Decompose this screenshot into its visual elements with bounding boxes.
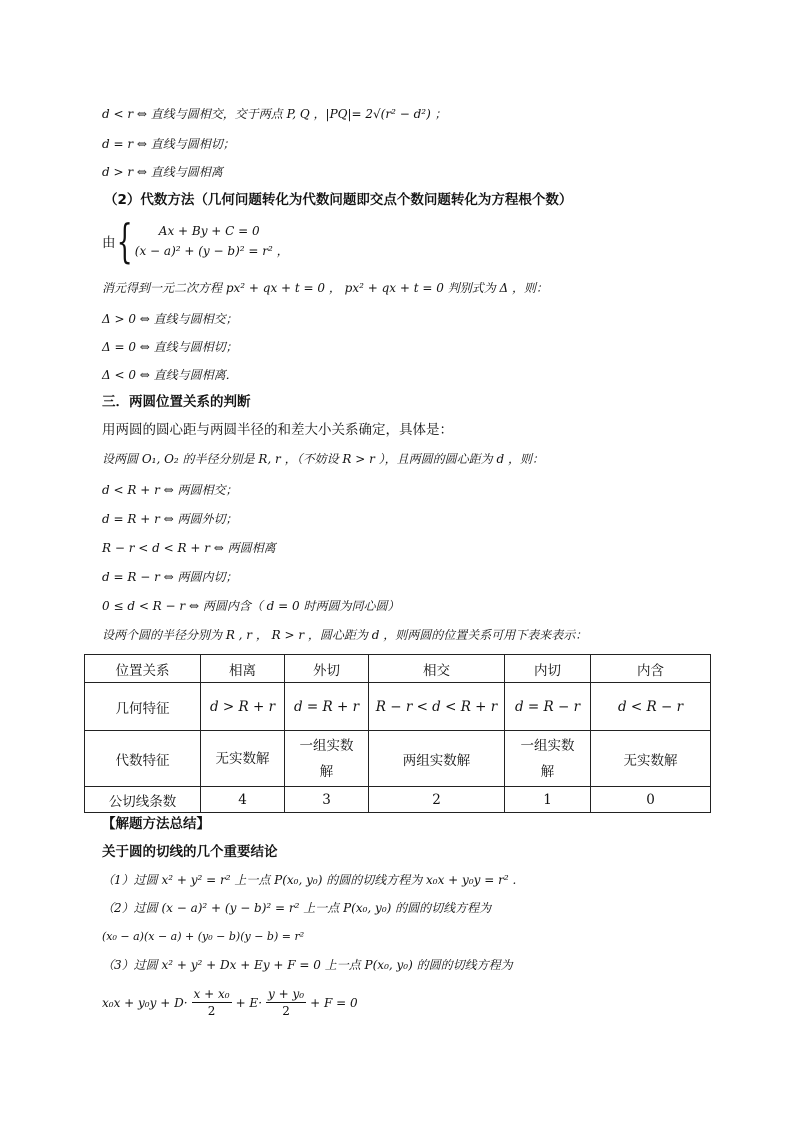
row-label: 公切线条数 <box>85 787 201 813</box>
delta-negative: Δ < 0 ⇔ 直线与圆相离． <box>102 368 238 382</box>
conclusion-1: （1）过圆 x² + y² = r² 上一点 P(x₀, y₀) 的圆的切线方程为 x₀x + y₀y = r² . <box>102 873 517 887</box>
setup-line: 设两圆 O₁, O₂ 的半径分别是 R, r ，（不妨设 R > r ），且两圆的圆心距为 d ，则： <box>102 452 544 466</box>
circles-separate: R − r < d < R + r ⇔ 两圆相离 <box>102 541 276 555</box>
table-cell: 无实数解 <box>201 731 285 787</box>
table-cell: 无实数解 <box>591 731 711 787</box>
equation-system <box>102 216 289 266</box>
system-eq-1: Ax + By + C = 0 <box>158 223 260 238</box>
table-cell: 一组实数解 <box>285 731 369 787</box>
delta-positive: Δ > 0 ⇔ 直线与圆相交； <box>102 312 238 326</box>
header-cell: 位置关系 <box>85 655 201 683</box>
table-cell: d < R − r <box>591 683 711 731</box>
brace-glyph: { <box>116 214 133 268</box>
table-cell: 两组实数解 <box>369 731 505 787</box>
header-cell: 相交 <box>369 655 505 683</box>
circles-contained: 0 ≤ d < R − r ⇔ 两圆内含（ d = 0 时两圆为同心圆） <box>102 599 400 613</box>
circles-intersect: d < R + r ⇔ 两圆相交； <box>102 483 238 497</box>
delta-zero: Δ = 0 ⇔ 直线与圆相切； <box>102 340 238 354</box>
separate-condition: d > r ⇔ 直线与圆相离 <box>102 165 223 179</box>
circles-internal-tangent: d = R − r ⇔ 两圆内切； <box>102 570 238 584</box>
table-cell: d = R − r <box>505 683 591 731</box>
table-cell: 1 <box>505 787 591 813</box>
table-cell: 一组实数解 <box>505 731 591 787</box>
tangent-conclusions-heading: 关于圆的切线的几个重要结论 <box>102 844 278 860</box>
header-cell: 相离 <box>201 655 285 683</box>
row-label: 几何特征 <box>85 683 201 731</box>
conclusion-2: （2）过圆 (x − a)² + (y − b)² = r² 上一点 P(x₀, y₀) 的圆的切线方程为 <box>102 901 492 915</box>
fraction-y: y + y₀ 2 <box>268 987 305 1018</box>
common-tangent-row <box>85 787 711 813</box>
system-prefix: 由 <box>102 235 116 251</box>
elimination-line: 消元得到一元二次方程 px² + qx + t = 0 ， px² + qx + t = 0 判别式为 Δ ，则： <box>102 281 548 295</box>
table-header-row <box>85 655 711 683</box>
table-cell: d > R + r <box>201 683 285 731</box>
conclusion-3: （3）过圆 x² + y² + Dx + Ey + F = 0 上一点 P(x₀, y₀) 的圆的切线方程为 <box>102 958 513 972</box>
table-intro: 设两个圆的半径分别为 R , r ， R > r ，圆心距为 d ，则两圆的位置关系可用下表来表示： <box>102 628 588 642</box>
position-relation-table <box>84 654 711 813</box>
intersect-condition: d < r ⇔ 直线与圆相交，交于两点 P, Q ，|PQ|= 2√(r² − d²) ； <box>102 107 447 121</box>
system-eq-2: (x − a)² + (y − b)² = r² ， <box>134 243 289 258</box>
algebraic-method-heading: （2）代数方法（几何问题转化为代数问题即交点个数问题转化为方程根个数） <box>104 192 573 208</box>
tangent-condition: d = r ⇔ 直线与圆相切； <box>102 137 235 151</box>
conclusion-2-formula: (x₀ − a)(x − a) + (y₀ − b)(y − b) = r² <box>102 930 305 943</box>
fraction-x: x + x₀ 2 <box>193 987 230 1018</box>
table-cell: 3 <box>285 787 369 813</box>
conclusion-3-formula: x₀x + y₀y + D· x + x₀ 2 + E· y + y₀ 2 + F = 0 <box>102 987 358 1018</box>
method-description: 用两圆的圆心距与两圆半径的和差大小关系确定，具体是： <box>102 422 453 438</box>
geometric-feature-row <box>85 683 711 731</box>
table-cell: d = R + r <box>285 683 369 731</box>
algebraic-feature-row <box>85 731 711 787</box>
header-cell: 内切 <box>505 655 591 683</box>
header-cell: 内含 <box>591 655 711 683</box>
table-cell: R − r < d < R + r <box>369 683 505 731</box>
table-cell: 2 <box>369 787 505 813</box>
method-summary-heading: 【解题方法总结】 <box>102 816 210 832</box>
row-label: 代数特征 <box>85 731 201 787</box>
header-cell: 外切 <box>285 655 369 683</box>
section-heading-two-circles: 三．两圆位置关系的判断 <box>102 394 251 410</box>
circles-external-tangent: d = R + r ⇔ 两圆外切； <box>102 512 238 526</box>
table-cell: 0 <box>591 787 711 813</box>
table-cell: 4 <box>201 787 285 813</box>
